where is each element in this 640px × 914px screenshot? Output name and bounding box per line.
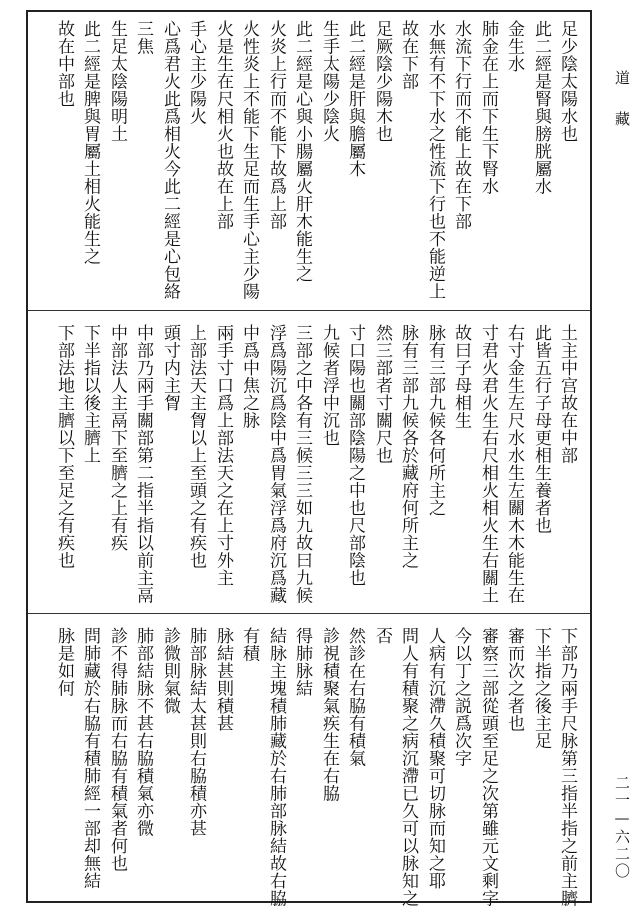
text-column: 火炎上行而不能下故爲上部 — [266, 20, 286, 230]
text-column: 否 — [372, 627, 392, 645]
text-column: 心爲君火此爲相火今此二經是心包絡 — [160, 20, 180, 300]
text-column: 診不得肺脉而右脇有積氣者何也 — [107, 627, 127, 872]
text-column: 診視積聚氣疾生在右脇 — [319, 627, 339, 802]
text-column: 有積 — [239, 627, 259, 662]
text-column: 下部法地主臍以下至足之有疾也 — [54, 324, 74, 569]
text-column: 故曰子母相生 — [451, 324, 471, 429]
text-column: 下半指以後主臍上 — [80, 324, 100, 464]
text-column: 肺部脉結太甚則右脇積亦甚 — [186, 627, 206, 837]
text-column: 審而次之者也 — [504, 627, 524, 732]
text-column: 結脉主塊積肺藏於右肺部脉結故右脇 — [266, 627, 286, 907]
text-column: 此二經是脾與胃屬土相火能生之 — [80, 20, 100, 265]
text-column: 兩手寸口爲上部法天之在上寸外主 — [213, 324, 233, 587]
text-column: 九候者浮中沉也 — [319, 324, 339, 447]
text-column: 三部之中各有三候三三如九故曰九候 — [292, 324, 312, 604]
upper-panel — [28, 12, 590, 304]
text-column: 故在下部 — [398, 20, 418, 90]
text-column: 水無有不下水之性流下行也不能逆上 — [425, 20, 445, 300]
text-column: 頭寸内主胷 — [160, 324, 180, 412]
page-frame — [26, 10, 592, 907]
text-column: 此皆五行子母更相生養者也 — [531, 324, 551, 534]
text-column: 此二經是腎與膀胱屬水 — [531, 20, 551, 195]
text-column: 此二經是肝與膽屬木 — [345, 20, 365, 178]
text-column: 此二經是心與小腸屬火肝木能生之 — [292, 20, 312, 283]
text-column: 問人有積聚之病沉滯已久可以脉知之 — [398, 627, 418, 907]
text-column: 土主中宫故在中部 — [557, 324, 577, 464]
text-column: 上部法天主胷以上至頭之有疾也 — [186, 324, 206, 569]
text-column: 今以丁之説爲次字 — [451, 627, 471, 767]
page-number: 二一—六二〇 — [613, 775, 631, 880]
panel-divider — [28, 613, 590, 614]
text-column: 寸君火君火生右尺相火相火生右關土 — [478, 324, 498, 604]
text-column: 水流下行而不能上故在下部 — [451, 20, 471, 230]
text-column: 中部法人主鬲下至臍之上有疾 — [107, 324, 127, 552]
text-column: 審察三部從頭至足之次第雖元文剩字 — [478, 627, 498, 907]
text-column: 肺部結脉不甚右脇積氣亦微 — [133, 627, 153, 837]
text-column: 中部乃兩手關部第二指半指以前主鬲 — [133, 324, 153, 604]
text-column: 火性炎上不能下生足而生手心主少陽 — [239, 20, 259, 300]
book-title: 道藏 — [613, 70, 631, 152]
text-column: 浮爲陽沉爲陰中爲胃氣浮爲府沉爲藏 — [266, 324, 286, 604]
text-column: 足厥陰少陽木也 — [372, 20, 392, 143]
text-column: 脉有三部九候各於藏府何所主之 — [398, 324, 418, 569]
text-column: 得肺脉結 — [292, 627, 312, 697]
text-column: 足少陰太陽水也 — [557, 20, 577, 143]
text-column: 人病有沉滯久積聚可切脉而知之耶 — [425, 627, 445, 890]
panel-divider — [28, 310, 590, 311]
text-column: 問肺藏於右脇有積肺經一部却無結 — [80, 627, 100, 890]
text-column: 火是生在尺相火也故在上部 — [213, 20, 233, 230]
text-column: 生手太陽少陰火 — [319, 20, 339, 143]
text-column: 下部乃兩手尺脉第三指半指之前主臍 — [557, 627, 577, 907]
text-column: 脉有三部九候各何所主之 — [425, 324, 445, 517]
text-column: 診微則氣微 — [160, 627, 180, 715]
text-column: 脉結甚則積甚 — [213, 627, 233, 732]
text-column: 手心主少陽火 — [186, 20, 206, 125]
text-column: 脉是如何 — [54, 627, 74, 697]
text-column: 金生水 — [504, 20, 524, 73]
text-column: 三焦 — [133, 20, 153, 55]
text-column: 肺金在上而下生下腎水 — [478, 20, 498, 195]
text-column: 然三部者寸關尺也 — [372, 324, 392, 464]
text-column: 然診在右脇有積氣 — [345, 627, 365, 767]
text-column: 故在中部也 — [54, 20, 74, 108]
lower-panel — [28, 619, 590, 907]
text-column: 寸口陽也關部陰陽之中也尺部陰也 — [345, 324, 365, 587]
middle-panel — [28, 316, 590, 607]
text-column: 中爲中焦之脉 — [239, 324, 259, 429]
text-column: 下半指之後主足 — [531, 627, 551, 750]
text-column: 右寸金生左尺水水生左關木木能生在 — [504, 324, 524, 604]
text-column: 生足太陰陽明土 — [107, 20, 127, 143]
